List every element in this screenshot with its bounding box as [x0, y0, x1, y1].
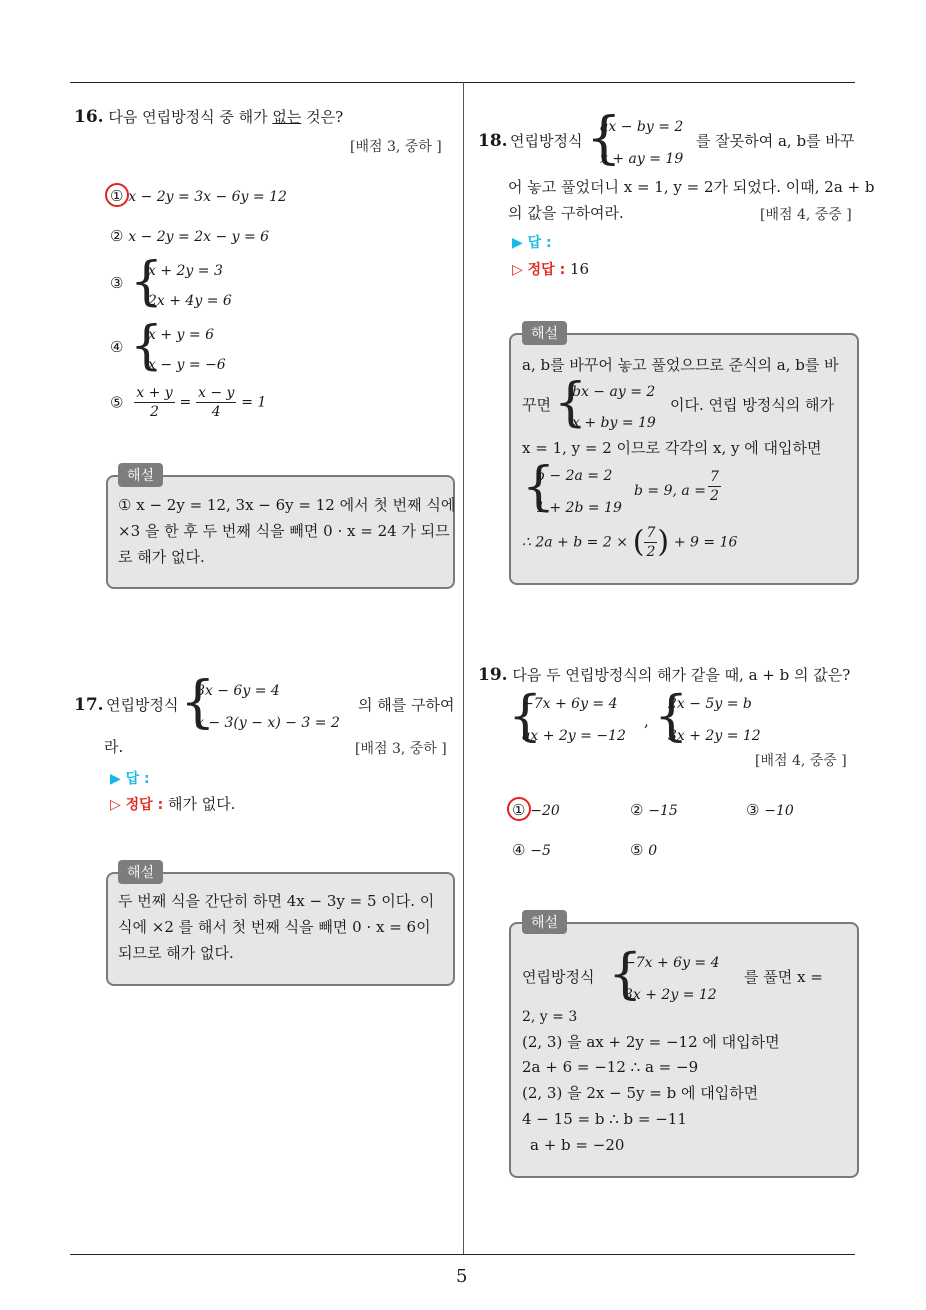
- brace-icon: {: [554, 373, 588, 433]
- brace-icon: {: [130, 252, 164, 312]
- q19-option-1[interactable]: [512, 799, 560, 822]
- q16-question-underlined: 없는: [272, 108, 302, 126]
- q17-solution-line-1: 두 번째 식을 간단히 하면 4x − 3y = 5 이다. 이: [118, 892, 435, 910]
- q16-option-5-eq: =: [179, 394, 192, 411]
- q19-option-3-text: −10: [764, 803, 794, 819]
- q19-s1-eq2: ax + 2y = −12: [522, 728, 626, 744]
- paren-close: ): [657, 524, 670, 560]
- q19-option-3[interactable]: [746, 799, 794, 822]
- brace-icon: {: [522, 457, 556, 517]
- q19-s2-eq1: 2x − 5y = b: [668, 696, 752, 712]
- q17-tail1: 의 해를 구하여: [358, 696, 455, 714]
- q16-option-2-text: x − 2y = 2x − y = 6: [128, 229, 270, 245]
- q16-question-pre: 다음 연립방정식 중 해가: [108, 108, 273, 126]
- q19-option-3-mark: ③: [746, 801, 760, 819]
- q18-question: [478, 106, 863, 178]
- brace-icon: {: [130, 316, 164, 376]
- column-divider: [463, 82, 464, 1254]
- q16-option-5-rest: = 1: [241, 394, 267, 411]
- q19-solution-system: [522, 942, 852, 1010]
- q16-option-2-mark: ②: [110, 227, 124, 245]
- q19-sol-eq1: −7x + 6y = 4: [624, 955, 720, 971]
- paren-open: (: [632, 524, 645, 560]
- q17-eq2: x − 3(y − x) − 3 = 2: [196, 715, 340, 731]
- q18-line-2: 어 놓고 풀었더니 x = 1, y = 2가 되었다. 이때, 2a + b: [508, 178, 875, 196]
- q18-meta: [배점 4, 중중 ]: [760, 207, 852, 223]
- q16-solution-line-2: ×3 을 한 후 두 번째 식을 빼면 0 · x = 24 가 되므: [118, 522, 450, 540]
- q17-key: [110, 793, 235, 816]
- q16-option-5-frac1: $\frac{x + y}{2}$: [136, 385, 173, 420]
- bottom-rule: [70, 1254, 855, 1255]
- brace-icon: {: [654, 684, 689, 747]
- q19-solution-line-2: (2, 3) 을 ax + 2y = −12 에 대입하면: [522, 1033, 780, 1051]
- q18-sol4-eq1: b − 2a = 2: [536, 468, 613, 484]
- q19-sol-tail: 를 풀면 x =: [744, 968, 823, 986]
- q16-option-3[interactable]: [110, 252, 310, 320]
- q16-option-1-text: x − 2y = 3x − 6y = 12: [128, 189, 287, 205]
- q16-option-3-mark: ③: [110, 274, 124, 292]
- q19-option-5-text: 0: [648, 843, 658, 859]
- q19-number: 19.: [478, 665, 508, 685]
- q18-solution-line-4: [522, 457, 852, 520]
- q16-option-4[interactable]: [110, 316, 310, 384]
- q18-solution-line-5: [522, 524, 737, 561]
- q19-option-1-mark: ①: [512, 801, 526, 819]
- q17-lead: 연립방정식: [106, 696, 179, 714]
- q17-tail2: 라.: [104, 738, 124, 756]
- q19-solution-line-1: 2, y = 3: [522, 1009, 578, 1025]
- q19-sol-eq2: 3x + 2y = 12: [624, 987, 717, 1003]
- q18-solution-line-2: [522, 373, 852, 436]
- q17-solution-tag: 해설: [118, 860, 163, 884]
- q19-option-5-mark: ⑤: [630, 841, 644, 859]
- q18-sol2-eq1: bx − ay = 2: [572, 384, 656, 400]
- q16-option-4-eq2: x − y = −6: [148, 357, 226, 373]
- q16-option-2[interactable]: [110, 225, 269, 248]
- q17-solution-line-2: 식에 ×2 를 해서 첫 번째 식을 빼면 0 · x = 6이: [118, 918, 431, 936]
- q16-number: 16.: [74, 107, 104, 127]
- q17-eq1: 8x − 6y = 4: [196, 683, 280, 699]
- q19-question-text: 다음 두 연립방정식의 해가 같을 때, a + b 의 값은?: [512, 666, 851, 684]
- q16-option-3-eq2: 2x + 4y = 6: [148, 293, 232, 309]
- q19-comma: ,: [644, 712, 649, 730]
- q16-meta: [배점 3, 중하 ]: [350, 139, 442, 155]
- q16-option-5-mark: ⑤: [110, 393, 124, 412]
- brace-icon: {: [586, 106, 622, 171]
- q19-solution-line-6: a + b = −20: [530, 1136, 625, 1154]
- q19-solution-line-3: 2a + 6 = −12 ∴ a = −9: [522, 1058, 699, 1076]
- q19-solution-line-4: (2, 3) 을 2x − 5y = b 에 대입하면: [522, 1084, 759, 1102]
- q18-key: [512, 258, 589, 281]
- q19-option-2-text: −15: [648, 803, 678, 819]
- q19-option-4-text: −5: [530, 843, 551, 859]
- q16-option-4-mark: ④: [110, 338, 124, 356]
- q18-lead: 연립방정식: [510, 132, 583, 150]
- brace-icon: {: [608, 942, 643, 1005]
- q16-option-1-mark: ①: [110, 187, 124, 205]
- q19-option-1-text: −20: [530, 803, 560, 819]
- q16-option-1[interactable]: [110, 185, 287, 208]
- q16-option-4-eq1: x + y = 6: [148, 327, 214, 343]
- q19-option-5[interactable]: [630, 839, 657, 862]
- q19-option-2-mark: ②: [630, 801, 644, 819]
- q18-sol5-b: + 9 = 16: [673, 534, 738, 551]
- q19-sol-lead: 연립방정식: [522, 968, 595, 986]
- page-number: 5: [456, 1266, 468, 1287]
- q19-s2-eq2: 3x + 2y = 12: [668, 728, 761, 744]
- q19-option-4-mark: ④: [512, 841, 526, 859]
- q18-solution-line-1: a, b를 바꾸어 놓고 풀었으므로 준식의 a, b를 바: [522, 356, 839, 374]
- q16-solution-line-3: 로 해가 없다.: [118, 548, 205, 566]
- q16-option-3-eq1: x + 2y = 3: [148, 263, 223, 279]
- q16-question: [74, 106, 343, 128]
- q16-option-5[interactable]: [110, 384, 266, 421]
- q18-eq1: ax − by = 2: [600, 119, 684, 135]
- q19-option-4[interactable]: [512, 839, 551, 862]
- q17-question: [74, 672, 459, 742]
- q19-s1-eq1: −7x + 6y = 4: [522, 696, 618, 712]
- q18-sol4-res: b = 9, a =: [634, 483, 706, 499]
- q18-sol4-frac: $\frac{7}{2}$: [710, 469, 719, 504]
- q19-meta: [배점 4, 중중 ]: [755, 753, 847, 769]
- brace-icon: {: [508, 684, 543, 747]
- q17-key-label: ▷ 정답 :: [110, 797, 164, 813]
- q17-solution-line-3: 되므로 해가 없다.: [118, 944, 234, 962]
- q18-key-label: ▷ 정답 :: [512, 262, 566, 278]
- q17-answer-label: ▶ 답 :: [110, 771, 150, 787]
- q16-question-post: 것은?: [301, 108, 344, 126]
- q19-solution-tag: 해설: [522, 910, 567, 934]
- q19-question: [478, 664, 850, 686]
- q18-sol2-lead: 꾸면: [522, 396, 551, 414]
- q18-eq2: x + ay = 19: [600, 151, 684, 167]
- q18-sol5-frac: $\frac{7}{2}$: [646, 525, 656, 560]
- q17-meta: [배점 3, 중하 ]: [355, 741, 447, 757]
- q16-solution-line-1: ① x − 2y = 12, 3x − 6y = 12 에서 첫 번째 식에: [118, 496, 456, 514]
- q18-line-3: 의 값을 구하여라.: [508, 204, 624, 222]
- q18-tail1: 를 잘못하여 a, b를 바꾸: [696, 132, 855, 150]
- q18-sol2-tail: 이다. 연립 방정식의 해가: [670, 396, 834, 414]
- q18-sol5-a: ∴ 2a + b = 2 ×: [522, 534, 628, 551]
- q18-key-value: 16: [569, 260, 590, 278]
- q16-solution-tag: 해설: [118, 463, 163, 487]
- q18-solution-line-3: x = 1, y = 2 이므로 각각의 x, y 에 대입하면: [522, 439, 822, 457]
- q19-systems: [508, 684, 858, 752]
- q18-sol2-eq2: x + by = 19: [572, 415, 656, 431]
- q17-number: 17.: [74, 695, 104, 715]
- q16-option-5-frac2: $\frac{x - y}{4}$: [197, 385, 235, 420]
- q18-number: 18.: [478, 131, 508, 151]
- q18-solution-tag: 해설: [522, 321, 567, 345]
- brace-icon: {: [180, 670, 216, 735]
- q18-sol4-eq2: 1 + 2b = 19: [536, 500, 622, 516]
- q18-answer-label: ▶ 답 :: [512, 235, 552, 251]
- q19-solution-line-5: 4 − 15 = b ∴ b = −11: [522, 1110, 687, 1128]
- q17-key-value: 해가 없다.: [167, 795, 236, 813]
- q19-option-2[interactable]: [630, 799, 678, 822]
